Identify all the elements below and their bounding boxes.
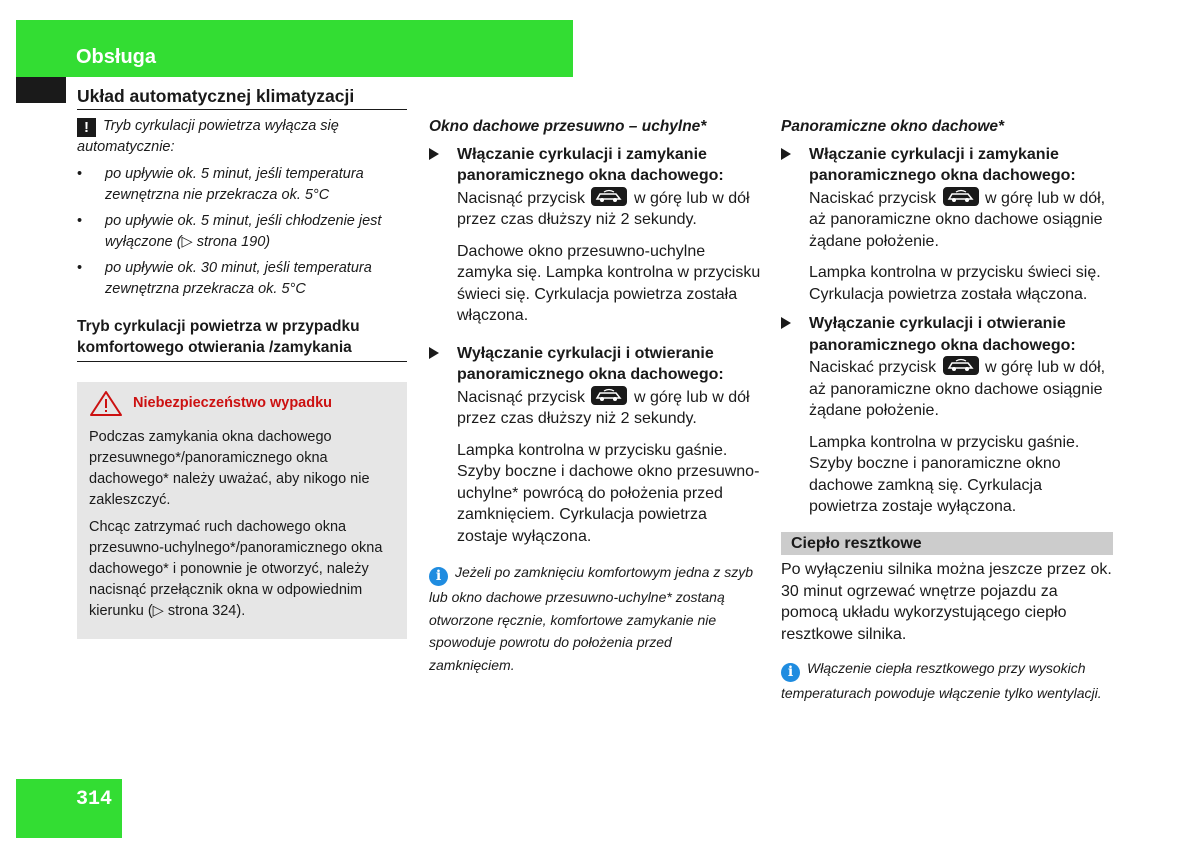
info-icon: i: [781, 663, 800, 682]
page-number: 314: [76, 788, 113, 811]
step-title: Włączanie cyrkulacji i zamykanie panoramicznego okna dachowego:: [457, 145, 724, 184]
danger-title: Niebezpieczeństwo wypadku: [133, 395, 333, 411]
section-marker: [16, 77, 66, 103]
bullet-list: [77, 164, 407, 300]
warning-triangle-icon: [89, 390, 123, 417]
info-note: i Włączenie ciepła resztkowego przy wysokich temperaturach powoduje włączenie tylko wentylacji.: [781, 660, 1102, 701]
exclamation-icon: !: [77, 118, 96, 137]
recirculation-button-icon: [943, 356, 979, 375]
danger-paragraph: Chcąc zatrzymać ruch dachowego okna przesuwno-uchylnego*/panoramicznego okna dachowego* i ponownie je otworzyć, należy nacisnąć przełącznik okna w odpowiednim kierunku (▷ strona 324).: [89, 519, 383, 619]
list-item: • po upływie ok. 5 minut, jeśli chłodzenie jest wyłączone (▷ strona 190): [77, 211, 407, 253]
column-1: [77, 116, 407, 639]
step-title: Włączanie cyrkulacji i zamykanie panoramicznego okna dachowego:: [809, 145, 1076, 184]
danger-paragraph: Podczas zamykania okna dachowego przesuwnego*/panoramicznego okna dachowego* należy uważać, aby nikogo nie zakleszczyć.: [89, 429, 370, 508]
column-heading: Panoramiczne okno dachowe*: [781, 118, 1005, 135]
subheading: Tryb cyrkulacji powietrza w przypadku komfortowego otwierania /zamykania: [77, 316, 407, 362]
section-title: Układ automatycznej klimatyzacji: [77, 86, 355, 106]
body-paragraph: Po wyłączeniu silnika można jeszcze przez ok. 30 minut ogrzewać wnętrze pojazdu za pomocą układu wykorzystującego ciepło resztkowe silnika.: [781, 561, 1112, 643]
step-text: Nacisnąć przycisk w górę lub w dół przez czas dłuższy niż 2 sekundy.: [457, 386, 761, 430]
danger-box: [77, 382, 407, 639]
step-text: Naciskać przycisk w górę lub w dół, aż panoramiczne okno dachowe osiągnie żądane położenie.: [809, 187, 1113, 253]
step-result: Lampka kontrolna w przycisku gaśnie. Szyby boczne i dachowe okno przesuwno-uchylne* powrócą do położenia przed zamknięciem. Cyrkulacja powietrza zostaje wyłączona.: [457, 441, 760, 545]
column-2: [429, 116, 761, 676]
note-intro: ! Tryb cyrkulacji powietrza wyłącza się automatycznie:: [77, 118, 339, 155]
danger-header: [89, 390, 395, 417]
step-result: Dachowe okno przesuwno-uchylne zamyka się. Lampka kontrolna w przycisku świeci się. Cyrkulacja powietrza została włączona.: [457, 242, 761, 324]
recirculation-button-icon: [591, 386, 627, 405]
step-title: Wyłączanie cyrkulacji i otwieranie panoramicznego okna dachowego:: [457, 344, 724, 383]
step-text: Nacisnąć przycisk w górę lub w dół przez czas dłuższy niż 2 sekundy.: [457, 187, 761, 231]
step-result: Lampka kontrolna w przycisku gaśnie. Szyby boczne i panoramiczne okno dachowe zamkną się. Cyrkulacja powietrza zostaje wyłączona.: [809, 433, 1080, 515]
arrow-icon: [781, 148, 791, 160]
recirculation-button-icon: [591, 187, 627, 206]
step-text: Naciskać przycisk w górę lub w dół, aż panoramiczne okno dachowe osiągnie żądane położenie.: [809, 356, 1113, 422]
step-on: [429, 144, 761, 327]
column-heading: Okno dachowe przesuwno – uchylne*: [429, 118, 707, 135]
info-note: i Jeżeli po zamknięciu komfortowym jedna z szyb lub okno dachowe przesuwno-uchylne* zostaną otworzone ręcznie, komfortowe zamykanie nie spowoduje powrotu do położenia przed zamknięciem.: [429, 564, 754, 673]
step-off: [429, 343, 761, 548]
list-item: • po upływie ok. 5 minut, jeśli temperatura zewnętrzna nie przekracza ok. 5°C: [77, 164, 407, 206]
subsection-heading: Ciepło resztkowe: [781, 532, 1113, 556]
step-result: Lampka kontrolna w przycisku świeci się. Cyrkulacja powietrza została włączona.: [809, 264, 1101, 303]
arrow-icon: [429, 347, 439, 359]
arrow-icon: [781, 317, 791, 329]
arrow-icon: [429, 148, 439, 160]
header-title: Obsługa: [76, 46, 157, 68]
step-on: [781, 144, 1113, 306]
section-title-rule: [77, 109, 407, 110]
step-off: [781, 313, 1113, 518]
column-3: [781, 116, 1113, 705]
list-item: • po upływie ok. 30 minut, jeśli temperatura zewnętrzna przekracza ok. 5°C: [77, 258, 407, 300]
info-icon: i: [429, 567, 448, 586]
recirculation-button-icon: [943, 187, 979, 206]
step-title: Wyłączanie cyrkulacji i otwieranie panoramicznego okna dachowego:: [809, 315, 1076, 354]
